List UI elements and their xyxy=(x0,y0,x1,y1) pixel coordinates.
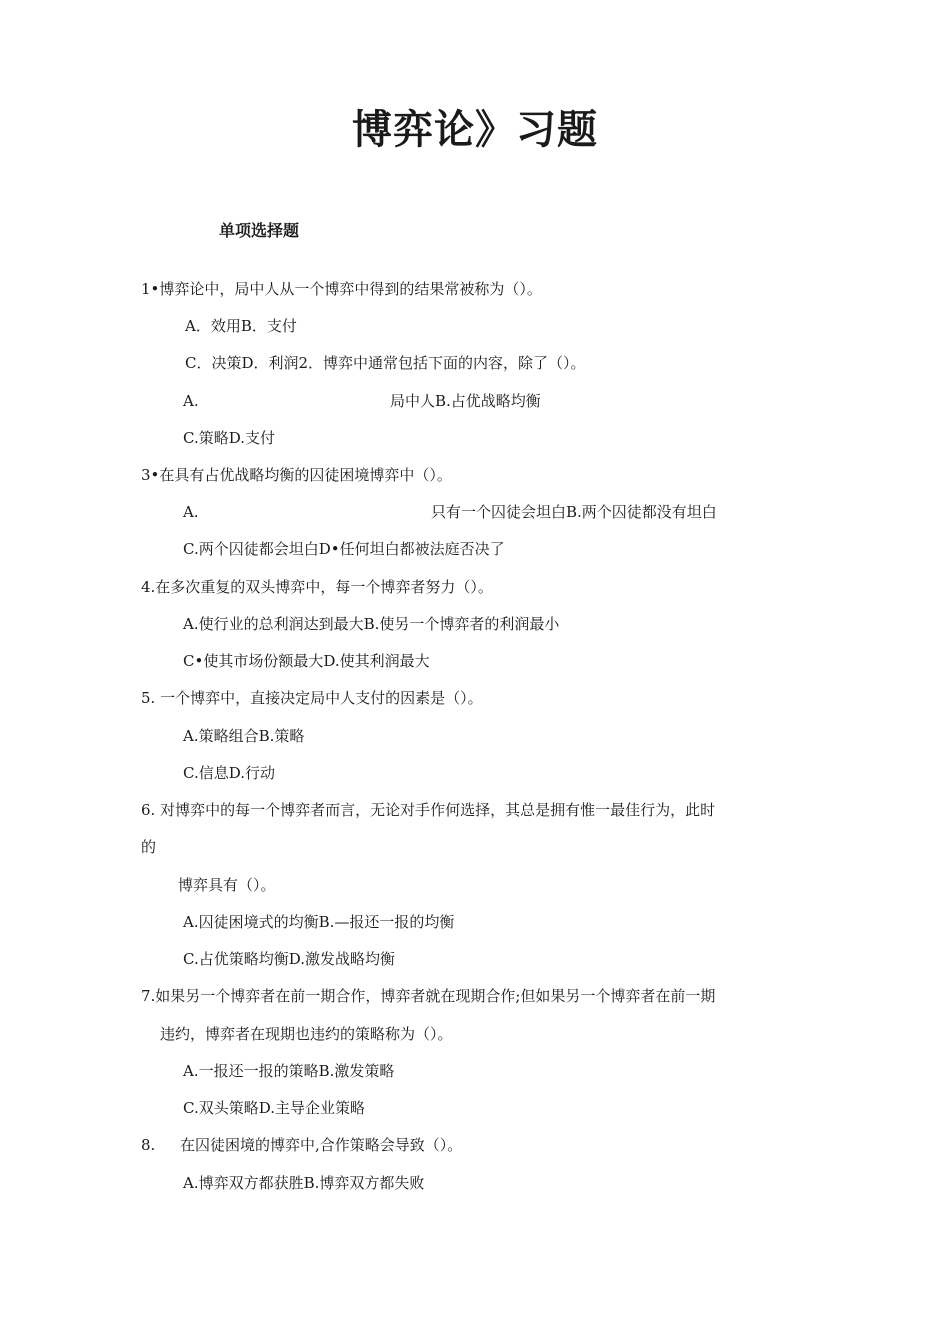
question-7-options-cd: C.双头策略D.主导企业策略 xyxy=(183,1099,365,1117)
question-2-option-a-label: A. xyxy=(183,392,199,410)
question-4-stem: 4.在多次重复的双头博弈中，每一个博弈者努力（）。 xyxy=(141,578,493,596)
question-7-stem-line-1: 7.如果另一个博弈者在前一期合作，博弈者就在现期合作;但如果另一个博弈者在前一期 xyxy=(141,987,716,1005)
question-7-options-ab: A.一报还一报的策略B.激发策略 xyxy=(183,1062,395,1080)
question-8-stem: 在囚徒困境的博弈中,合作策略会导致（）。 xyxy=(180,1136,463,1154)
question-2-options-cd: C.策略D.支付 xyxy=(183,429,275,447)
question-1-options-cd-question-2-stem: C．决策D．利润2．博弈中通常包括下面的内容，除了（）。 xyxy=(185,354,586,372)
question-8-options-ab: A.博弈双方都获胜B.博弈双方都失败 xyxy=(183,1174,425,1192)
question-6-stem-line-2: 的 xyxy=(141,838,157,856)
question-8-number: 8. xyxy=(141,1136,156,1154)
question-5-options-ab: A.策略组合B.策略 xyxy=(183,727,305,745)
question-6-options-ab: A.囚徒困境式的均衡B.—报还一报的均衡 xyxy=(183,913,455,931)
question-5-options-cd: C.信息D.行动 xyxy=(183,764,275,782)
question-2-options-ab: 局中人B.占优战略均衡 xyxy=(390,392,541,410)
question-3-stem: 3•在具有占优战略均衡的囚徒困境博弈中（）。 xyxy=(141,466,452,484)
question-3-option-a-label: A. xyxy=(183,503,199,521)
question-3-options-cd: C.两个囚徒都会坦白D•任何坦白都被法庭否决了 xyxy=(183,540,505,558)
question-4-options-ab: A.使行业的总利润达到最大B.使另一个博弈者的利润最小 xyxy=(183,615,560,633)
question-3-options-ab: 只有一个囚徒会坦白B.两个囚徒都没有坦白 xyxy=(431,503,717,521)
question-6-stem-line-3: 博弈具有（）。 xyxy=(178,876,276,894)
question-1-options-ab: A．效用B．支付 xyxy=(185,317,297,335)
question-1-stem: 1•博弈论中，局中人从一个博弈中得到的结果常被称为（）。 xyxy=(141,280,542,298)
question-6-options-cd: C.占优策略均衡D.激发战略均衡 xyxy=(183,950,395,968)
section-heading: 单项选择题 xyxy=(219,221,300,240)
page-title: 博弈论》习题 xyxy=(352,107,598,153)
question-5-stem: 5. 一个博弈中，直接决定局中人支付的因素是（）。 xyxy=(141,689,483,707)
question-4-options-cd: C•使其市场份额最大D.使其利润最大 xyxy=(183,652,430,670)
question-7-stem-line-2: 违约，博弈者在现期也违约的策略称为（）。 xyxy=(160,1025,453,1043)
question-6-stem-line-1: 6. 对博弈中的每一个博弈者而言，无论对手作何选择，其总是拥有惟一最佳行为，此时 xyxy=(141,801,716,819)
